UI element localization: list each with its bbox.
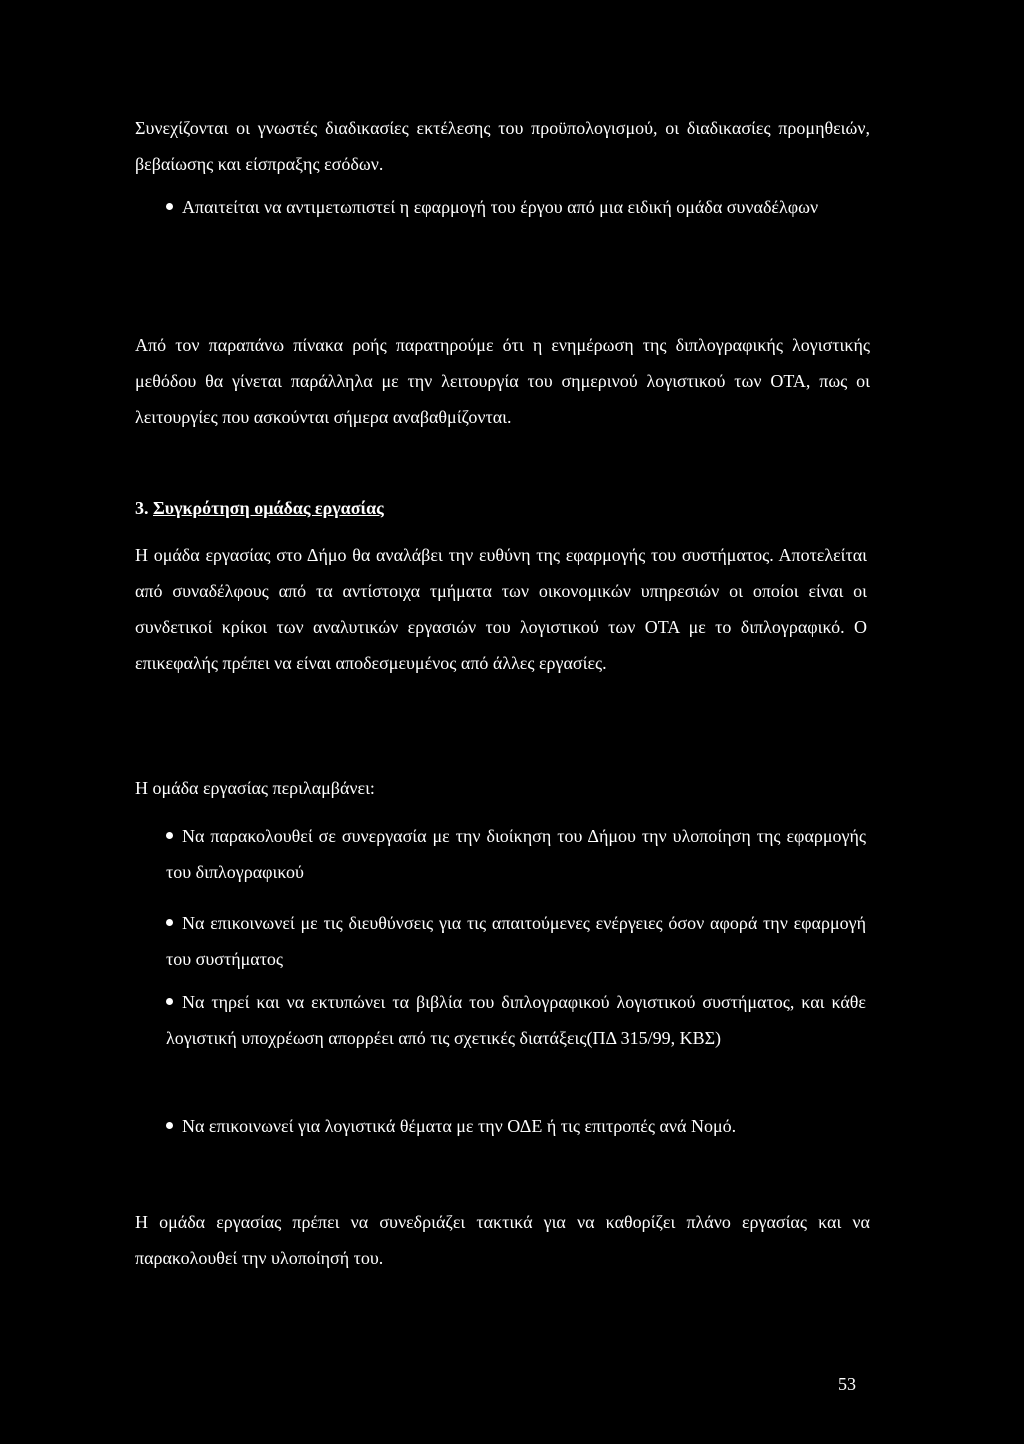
- duty-text: Να επικοινωνεί για λογιστικά θέματα με την ΟΔΕ ή τις επιτροπές ανά Νομό.: [182, 1116, 737, 1136]
- team-paragraph: Η ομάδα εργασίας στο Δήμο θα αναλάβει την ευθύνη της εφαρμογής του συστήματος. Αποτελείται από συναδέλφους από τα αντίστοιχα τμήματα των οικονομικών υπηρεσιών οι οποίοι είναι οι συνδετικοί κρίκοι των αναλυτικών εργασιών του λογιστικού των ΟΤΑ με το διπλογραφικό. Ο επικεφαλής πρέπει να είναι αποδεσμευμένος από άλλες εργασίες.: [135, 545, 867, 673]
- intro-paragraph: Συνεχίζονται οι γνωστές διαδικασίες εκτέλεσης του προϋπολογισμού, οι διαδικασίες προμηθειών, βεβαίωσης και είσπραξης εσόδων.: [135, 118, 870, 174]
- bullet-icon: [166, 203, 173, 210]
- bullet-icon: [166, 1122, 173, 1129]
- includes-heading: Η ομάδα εργασίας περιλαμβάνει:: [135, 778, 375, 798]
- duty-item: [166, 984, 866, 1056]
- intro-bullet-text: Απαιτείται να αντιμετωπιστεί η εφαρμογή του έργου από μια ειδική ομάδα συναδέλφων: [182, 197, 819, 217]
- duty-item: [166, 905, 866, 977]
- duty-item: [166, 818, 866, 890]
- page-number: 53: [838, 1374, 856, 1394]
- intro-bullet-item: [166, 189, 856, 225]
- duty-text: Να παρακολουθεί σε συνεργασία με την διοίκηση του Δήμου την υλοποίηση της εφαρμογής του διπλογραφικού: [166, 826, 866, 882]
- duty-text: Να επικοινωνεί με τις διευθύνσεις για τις απαιτούμενες ενέργειες όσον αφορά την εφαρμογή του συστήματος: [166, 913, 866, 969]
- bullet-icon: [166, 998, 173, 1005]
- section-heading: [135, 493, 384, 523]
- duty-item: [166, 1108, 866, 1144]
- section-number: 3.: [135, 498, 149, 518]
- section-title: Συγκρότηση ομάδας εργασίας: [153, 498, 384, 518]
- bullet-icon: [166, 919, 173, 926]
- duty-text: Να τηρεί και να εκτυπώνει τα βιβλία του διπλογραφικού λογιστικού συστήματος, και κάθε λογιστική υποχρέωση απορρέει από τις σχετικές διατάξεις(ΠΔ 315/99, ΚΒΣ): [166, 992, 866, 1048]
- closing-paragraph: Η ομάδα εργασίας πρέπει να συνεδριάζει τακτικά για να καθορίζει πλάνο εργασίας και να παρακολουθεί την υλοποίησή του.: [135, 1212, 870, 1268]
- bullet-icon: [166, 832, 173, 839]
- flow-paragraph: Από τον παραπάνω πίνακα ροής παρατηρούμε ότι η ενημέρωση της διπλογραφικής λογιστικής μεθόδου θα γίνεται παράλληλα με την λειτουργία του σημερινού λογιστικού των ΟΤΑ, πως οι λειτουργίες που ασκούνται σήμερα αναβαθμίζονται.: [135, 335, 870, 427]
